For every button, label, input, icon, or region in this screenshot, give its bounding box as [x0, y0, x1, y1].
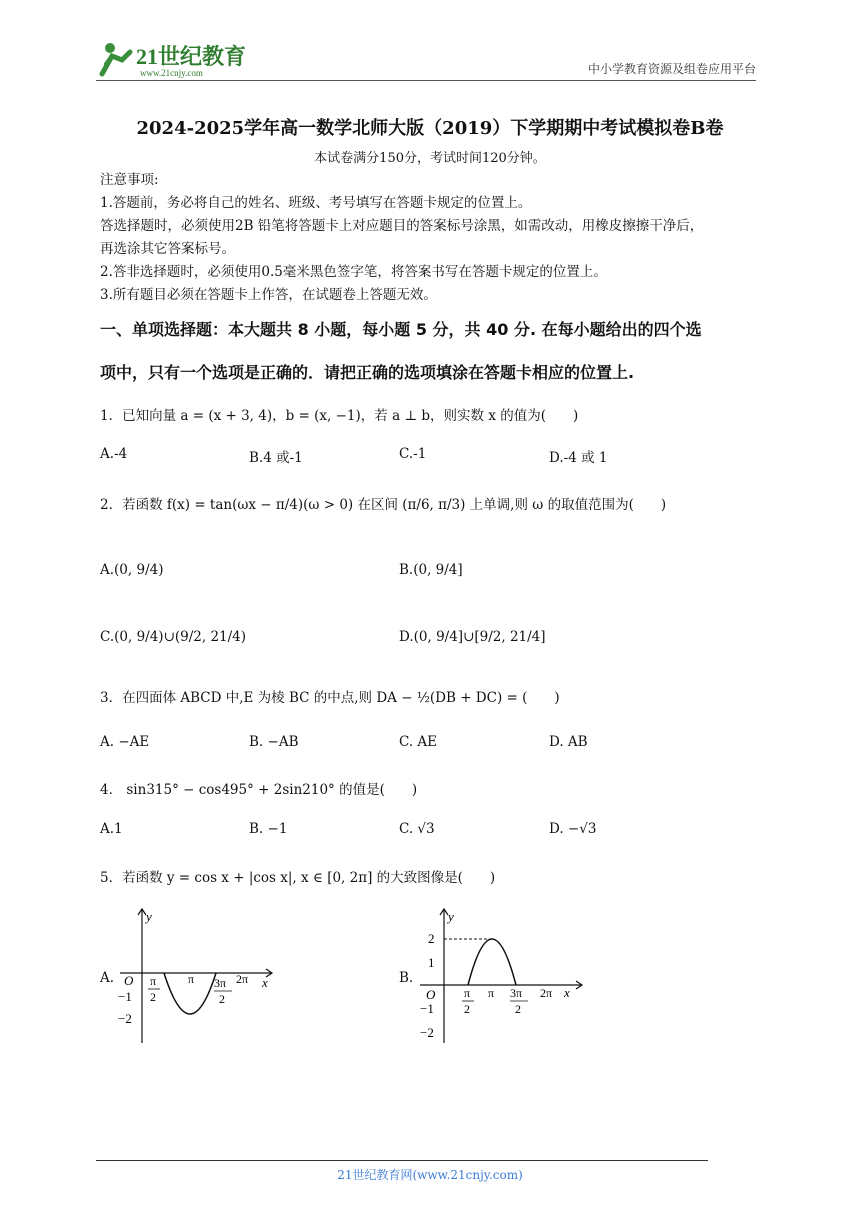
svg-text:O: O: [124, 973, 134, 988]
notes-heading: 注意事项:: [100, 172, 159, 188]
q2-option-a: A.(0, 9/4): [100, 562, 164, 578]
svg-text:3π: 3π: [510, 986, 523, 1000]
svg-text:2π: 2π: [236, 972, 249, 986]
footer-divider: [96, 1160, 708, 1161]
svg-text:−2: −2: [118, 1011, 132, 1026]
platform-label: 中小学教育资源及组卷应用平台: [587, 62, 756, 76]
q3-option-a: A. −AE: [100, 734, 150, 750]
note-1b: 答选择题时，必须使用2B 铅笔将答题卡上对应题目的答案标号涂黑，如需改动，用橡皮擦擦干净后，: [100, 218, 704, 234]
svg-text:x: x: [564, 985, 570, 1000]
exam-info: 本试卷满分150分，考试时间120分钟。: [314, 151, 546, 166]
svg-text:2: 2: [464, 1002, 470, 1016]
svg-text:O: O: [426, 987, 436, 1002]
svg-text:−2: −2: [420, 1025, 434, 1040]
q2-option-b: B.(0, 9/4]: [399, 562, 463, 578]
page-title: 2024-2025学年高一数学北师大版（2019）下学期期中考试模拟卷B卷: [136, 118, 724, 139]
q2-option-c: C.(0, 9/4)∪(9/2, 21/4): [100, 629, 247, 645]
q5-option-b-label: B.: [399, 970, 414, 986]
header-divider: [96, 80, 756, 81]
q4-option-d: D. −√3: [549, 821, 597, 837]
q3-option-c: C. AE: [399, 734, 438, 750]
q1-option-a: A.-4: [100, 446, 128, 462]
section-heading-line1: 一、单项选择题：本大题共 8 小题，每小题 5 分，共 40 分. 在每小题给出的四个选: [100, 320, 702, 339]
svg-text:x: x: [262, 975, 268, 990]
svg-text:π: π: [488, 986, 495, 1000]
q4-option-c: C. √3: [399, 821, 435, 837]
section-heading-line2: 项中，只有一个选项是正确的．请把正确的选项填涂在答题卡相应的位置上.: [100, 363, 635, 382]
svg-text:π: π: [150, 974, 157, 988]
q5-graph-b: [412, 905, 592, 1049]
note-1: 1.答题前，务必将自己的姓名、班级、考号填写在答题卡规定的位置上。: [100, 195, 532, 211]
q4-option-a: A.1: [100, 821, 123, 837]
note-2: 2.答非选择题时，必须使用0.5毫米黑色签字笔，将答案书写在答题卡规定的位置上。: [100, 264, 607, 280]
q1-option-c: C.-1: [399, 446, 427, 462]
q1-option-b: B.4 或-1: [249, 450, 303, 466]
q3-option-b: B. −AB: [249, 734, 299, 750]
q4-option-b: B. −1: [249, 821, 288, 837]
svg-text:−1: −1: [420, 1001, 434, 1016]
q5-graph-a: [112, 905, 282, 1049]
q3-option-d: D. AB: [549, 734, 588, 750]
question-2-stem: 2．若函数 f(x) = tan(ωx − π/4)(ω > 0) 在区间 (π/6, π/3) 上单调,则 ω 的取值范围为( ): [100, 497, 667, 513]
svg-text:1: 1: [428, 955, 435, 970]
question-3-stem: 3．在四面体 ABCD 中,E 为棱 BC 的中点,则 DA − ½(DB + DC) = ( ): [100, 690, 560, 706]
svg-text:π: π: [464, 986, 471, 1000]
svg-text:y: y: [146, 909, 152, 924]
site-logo: [96, 38, 266, 80]
q1-option-d: D.-4 或 1: [549, 450, 608, 466]
svg-text:2: 2: [150, 990, 156, 1004]
svg-text:y: y: [448, 909, 454, 924]
svg-text:−1: −1: [118, 989, 132, 1004]
svg-text:21世纪教育: 21世纪教育: [136, 44, 247, 69]
q5-option-a-label: A.: [100, 970, 115, 986]
svg-text:2π: 2π: [540, 986, 553, 1000]
svg-text:2: 2: [515, 1002, 521, 1016]
note-3: 3.所有题目必须在答题卡上作答，在试题卷上答题无效。: [100, 287, 437, 303]
question-1-stem: 1．已知向量 a = (x + 3, 4)，b = (x, −1)，若 a ⊥ b，则实数 x 的值为( ): [100, 408, 579, 424]
svg-text:2: 2: [428, 931, 435, 946]
svg-text:3π: 3π: [214, 976, 227, 990]
question-4-stem: 4． sin315° − cos495° + 2sin210° 的值是( ): [100, 782, 418, 798]
svg-text:www.21cnjy.com: www.21cnjy.com: [140, 68, 203, 78]
svg-text:2: 2: [219, 992, 225, 1006]
svg-text:π: π: [188, 972, 195, 986]
question-5-stem: 5．若函数 y = cos x + |cos x|, x ∈ [0, 2π] 的大致图像是( ): [100, 870, 496, 886]
note-1c: 再选涂其它答案标号。: [100, 241, 235, 257]
footer-link[interactable]: 21世纪教育网(www.21cnjy.com): [337, 1168, 523, 1182]
q2-option-d: D.(0, 9/4]∪[9/2, 21/4]: [399, 629, 546, 645]
